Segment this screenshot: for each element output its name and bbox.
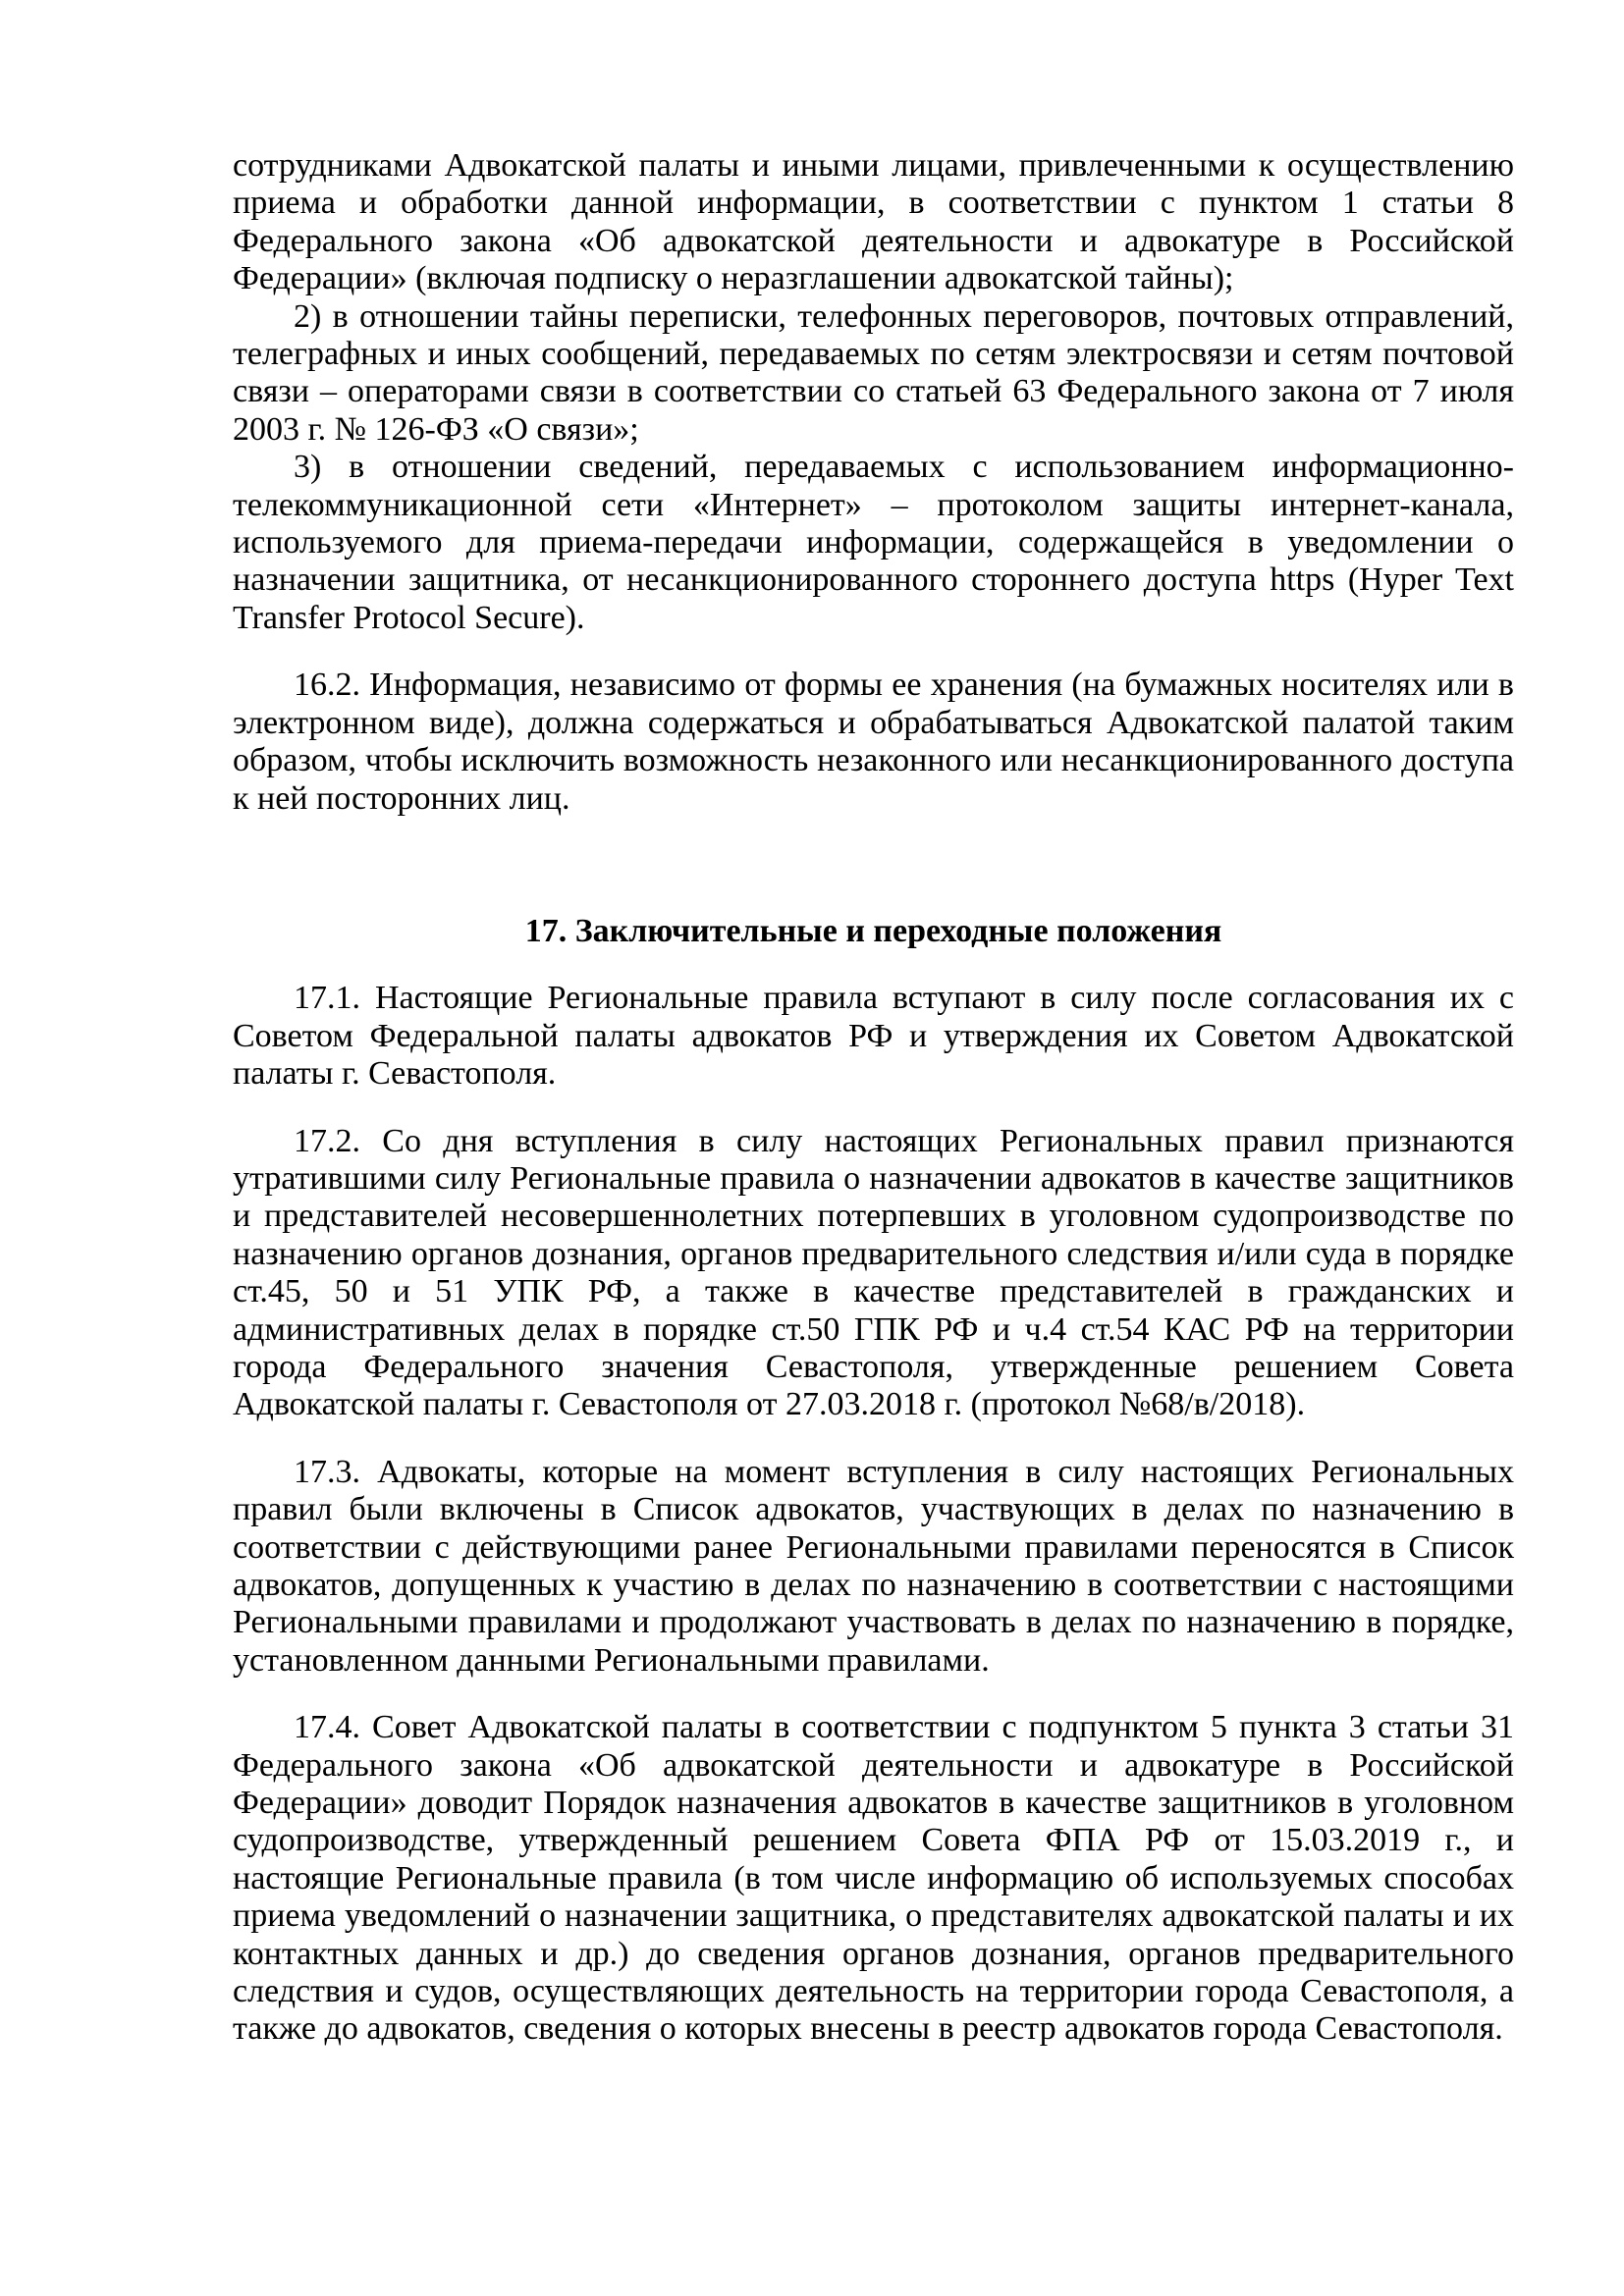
paragraph-17-2: 17.2. Со дня вступления в силу настоящих Региональных правил признаются утратившими силу Региональные правила о назначении адвокатов в качестве защитников и представителей несовершеннолетних потерпевших в уголовном судопроизводстве по назначению органов дознания, органов предварительного следствия и/или суда в порядке ст.45, 50 и 51 УПК РФ, а также в качестве представителей в гражданских и административных делах в порядке ст.50 ГПК РФ и ч.4 ст.54 КАС РФ на территории города Федерального значения Севастополя, утвержденные решением Совета Адвокатской палаты г. Севастополя от 27.03.2018 г. (протокол №68/в/2018). (233, 1122, 1514, 1423)
paragraph-intro: сотрудниками Адвокатской палаты и иными лицами, привлеченными к осуществлению приема и обработки данной информации, в соответствии с пунктом 1 статьи 8 Федерального закона «Об адвокатской деятельности и адвокатуре в Российской Федерации» (включая подписку о неразглашении адвокатской тайны); (233, 147, 1514, 297)
paragraph-16-2: 16.2. Информация, независимо от формы ее хранения (на бумажных носителях или в электронном виде), должна содержаться и обрабатываться Адвокатской палатой таким образом, чтобы исключить возможность незаконного или несанкционированного доступа к ней посторонних лиц. (233, 667, 1514, 817)
paragraph-17-1: 17.1. Настоящие Региональные правила вступают в силу после согласования их с Советом Федеральной палаты адвокатов РФ и утверждения их Советом Адвокатской палаты г. Севастополя. (233, 980, 1514, 1093)
paragraph-17-3: 17.3. Адвокаты, которые на момент вступления в силу настоящих Региональных правил были включены в Список адвокатов, участвующих в делах по назначению в соответствии с действующими ранее Региональными правилами переносятся в Список адвокатов, допущенных к участию в делах по назначению в соответствии с настоящими Региональными правилами и продолжают участвовать в делах по назначению в порядке, установленном данными Региональными правилами. (233, 1453, 1514, 1679)
paragraph-item-3: 3) в отношении сведений, передаваемых с использованием информационно-телекоммуникационной сети «Интернет» – протоколом защиты интернет-канала, используемого для приема-передачи информации, содержащейся в уведомлении о назначении защитника, от несанкционированного стороннего доступа https (Hyper Text Transfer Protocol Secure). (233, 449, 1514, 636)
paragraph-item-2: 2) в отношении тайны переписки, телефонных переговоров, почтовых отправлений, телеграфных и иных сообщений, передаваемых по сетям электросвязи и сетям почтовой связи – операторами связи в соответствии со статьей 63 Федерального закона от 7 июля 2003 г. № 126-ФЗ «О связи»; (233, 297, 1514, 448)
document-page (233, 147, 1514, 2049)
section-heading-17: 17. Заключительные и переходные положения (524, 912, 1222, 949)
paragraph-17-4: 17.4. Совет Адвокатской палаты в соответствии с подпунктом 5 пункта 3 статьи 31 Федерального закона «Об адвокатской деятельности и адвокатуре в Российской Федерации» доводит Порядок назначения адвокатов в качестве защитников в уголовном судопроизводстве, утвержденный решением Совета ФПА РФ от 15.03.2019 г., и настоящие Региональные правила (в том числе информацию об используемых способах приема уведомлений о назначении защитника, о представителях адвокатской палаты и их контактных данных и др.) до сведения органов дознания, органов предварительного следствия и судов, осуществляющих деятельность на территории города Севастополя, а также до адвокатов, сведения о которых внесены в реестр адвокатов города Севастополя. (233, 1709, 1514, 2048)
